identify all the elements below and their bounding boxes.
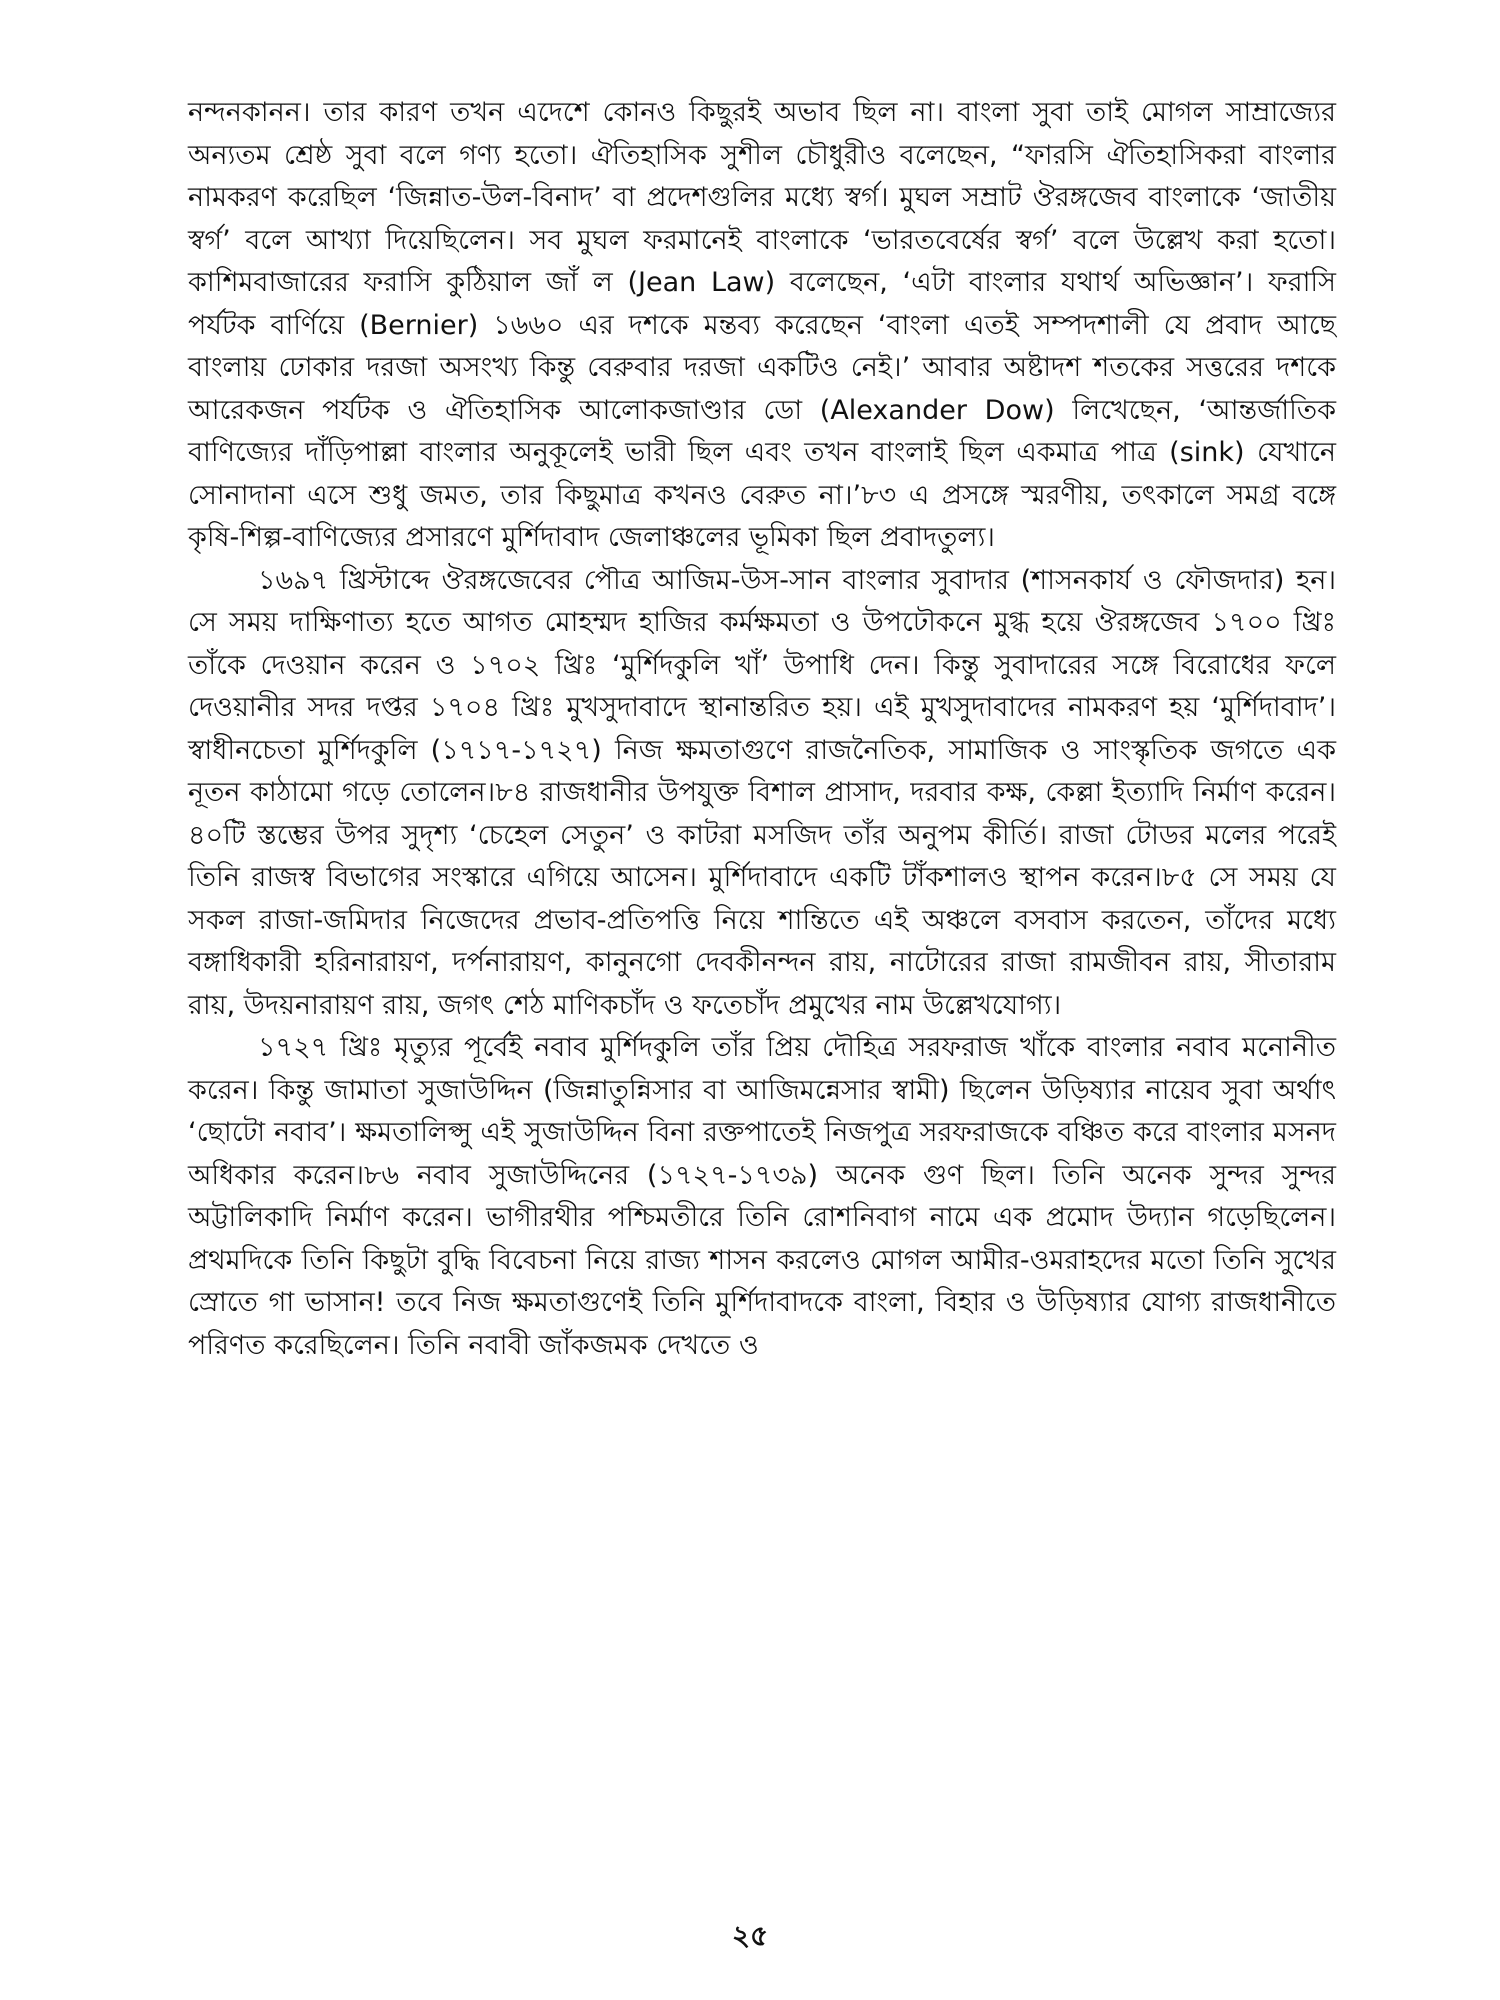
paragraph-1: নন্দনকানন। তার কারণ তখন এদেশে কোনও কিছুরই অভাব ছিল না। বাংলা সুবা তাই মোগল সাম্রাজ্যের অন্যতম শ্রেষ্ঠ সুবা বলে গণ্য হতো। ঐতিহাসিক সুশীল চৌধুরীও বলেছেন, “ফারসি ঐতিহাসিকরা বাংলার নামকরণ করেছিল ‘জিন্নাত-উল-বিনাদ’ বা প্রদেশগুলির মধ্যে স্বর্গ। মুঘল সম্রাট ঔরঙ্গজেব বাংলাকে ‘জাতীয় স্বর্গ’ বলে আখ্যা দিয়েছিলেন। সব মুঘল ফরমানেই বাংলাকে ‘ভারতবের্ষের স্বর্গ’ বলে উল্লেখ করা হতো। কাশিমবাজারের ফরাসি কুঠিয়াল জাঁ ল (Jean Law) বলেছেন, ‘এটা বাংলার যথার্থ অভিজ্ঞান’। ফরাসি পর্যটক বার্ণিয়ে (Bernier) ১৬৬০ এর দশকে মন্তব্য করেছেন ‘বাংলা এতই সম্পদশালী যে প্রবাদ আছে বাংলায় ঢোকার দরজা অসংখ্য কিন্তু বেরুবার দরজা একটিও নেই।’ আবার অষ্টাদশ শতকের সত্তরের দশকে আরেকজন পর্যটক ও ঐতিহাসিক আলোকজাণ্ডার ডো (Alexander Dow) লিখেছেন, ‘আন্তর্জাতিক বাণিজ্যের দাঁড়িপাল্লা বাংলার অনুকূলেই ভারী ছিল এবং তখন বাংলাই ছিল একমাত্র পাত্র (sink) যেখানে সোনাদানা এসে শুধু জমত, তার কিছুমাত্র কখনও বেরুত না।’৮৩ এ প্রসঙ্গে স্মরণীয়, তৎকালে সমগ্র বঙ্গে কৃষি-শিল্প-বাণিজ্যের প্রসারণে মুর্শিদাবাদ জেলাঞ্চলের ভূমিকা ছিল প্রবাদতুল্য।: [188, 97, 1336, 553]
body-text: [188, 92, 1336, 1367]
page-number: ২৫: [731, 1919, 769, 1952]
paragraph-3: ১৭২৭ খ্রিঃ মৃত্যুর পূর্বেই নবাব মুর্শিদকুলি তাঁর প্রিয় দৌহিত্র সরফরাজ খাঁকে বাংলার নবাব মনোনীত করেন। কিন্তু জামাতা সুজাউদ্দিন (জিন্নাতুন্নিসার বা আজিমন্নেসার স্বামী) ছিলেন উড়িষ্যার নায়েব সুবা অর্থাৎ ‘ছোটো নবাব’। ক্ষমতালিপ্সু এই সুজাউদ্দিন বিনা রক্তপাতেই নিজপুত্র সরফরাজকে বঞ্চিত করে বাংলার মসনদ অধিকার করেন।৮৬ নবাব সুজাউদ্দিনের (১৭২৭-১৭৩৯) অনেক গুণ ছিল। তিনি অনেক সুন্দর সুন্দর অট্টালিকাদি নির্মাণ করেন। ভাগীরথীর পশ্চিমতীরে তিনি রোশনিবাগ নামে এক প্রমোদ উদ্যান গড়েছিলেন। প্রথমদিকে তিনি কিছুটা বুদ্ধি বিবেচনা নিয়ে রাজ্য শাসন করলেও মোগল আমীর-ওমরাহদের মতো তিনি সুখের স্রোতে গা ভাসান! তবে নিজ ক্ষমতাগুণেই তিনি মুর্শিদাবাদকে বাংলা, বিহার ও উড়িষ্যার যোগ্য রাজধানীতে পরিণত করেছিলেন। তিনি নবাবী জাঁকজমক দেখতে ও: [188, 1032, 1336, 1361]
paragraph-2: ১৬৯৭ খ্রিস্টাব্দে ঔরঙ্গজেবের পৌত্র আজিম-উস-সান বাংলার সুবাদার (শাসনকার্য ও ফৌজদার) হন। সে সময় দাক্ষিণাত্য হতে আগত মোহম্মদ হাজির কর্মক্ষমতা ও উপঢৌকনে মুগ্ধ হয়ে ঔরঙ্গজেব ১৭০০ খ্রিঃ তাঁকে দেওয়ান করেন ও ১৭০২ খ্রিঃ ‘মুর্শিদকুলি খাঁ’ উপাধি দেন। কিন্তু সুবাদারের সঙ্গে বিরোধের ফলে দেওয়ানীর সদর দপ্তর ১৭০৪ খ্রিঃ মুখসুদাবাদে স্থানান্তরিত হয়। এই মুখসুদাবাদের নামকরণ হয় ‘মুর্শিদাবাদ’। স্বাধীনচেতা মুর্শিদকুলি (১৭১৭-১৭২৭) নিজ ক্ষমতাগুণে রাজনৈতিক, সামাজিক ও সাংস্কৃতিক জগতে এক নূতন কাঠামো গড়ে তোলেন।৮৪ রাজধানীর উপযুক্ত বিশাল প্রাসাদ, দরবার কক্ষ, কেল্লা ইত্যাদি নির্মাণ করেন। ৪০টি স্তম্ভের উপর সুদৃশ্য ‘চেহেল সেতুন’ ও কাটরা মসজিদ তাঁর অনুপম কীর্তি। রাজা টোডর মলের পরেই তিনি রাজস্ব বিভাগের সংস্কারে এগিয়ে আসেন। মুর্শিদাবাদে একটি টাঁকশালও স্থাপন করেন।৮৫ সে সময় যে সকল রাজা-জমিদার নিজেদের প্রভাব-প্রতিপত্তি নিয়ে শান্তিতে এই অঞ্চলে বসবাস করতেন, তাঁদের মধ্যে বঙ্গাধিকারী হরিনারায়ণ, দর্পনারায়ণ, কানুনগো দেবকীনন্দন রায়, নাটোরের রাজা রামজীবন রায়, সীতারাম রায়, উদয়নারায়ণ রায়, জগৎ শেঠ মাণিকচাঁদ ও ফতেচাঁদ প্রমুখের নাম উল্লেখযোগ্য।: [188, 564, 1336, 1021]
